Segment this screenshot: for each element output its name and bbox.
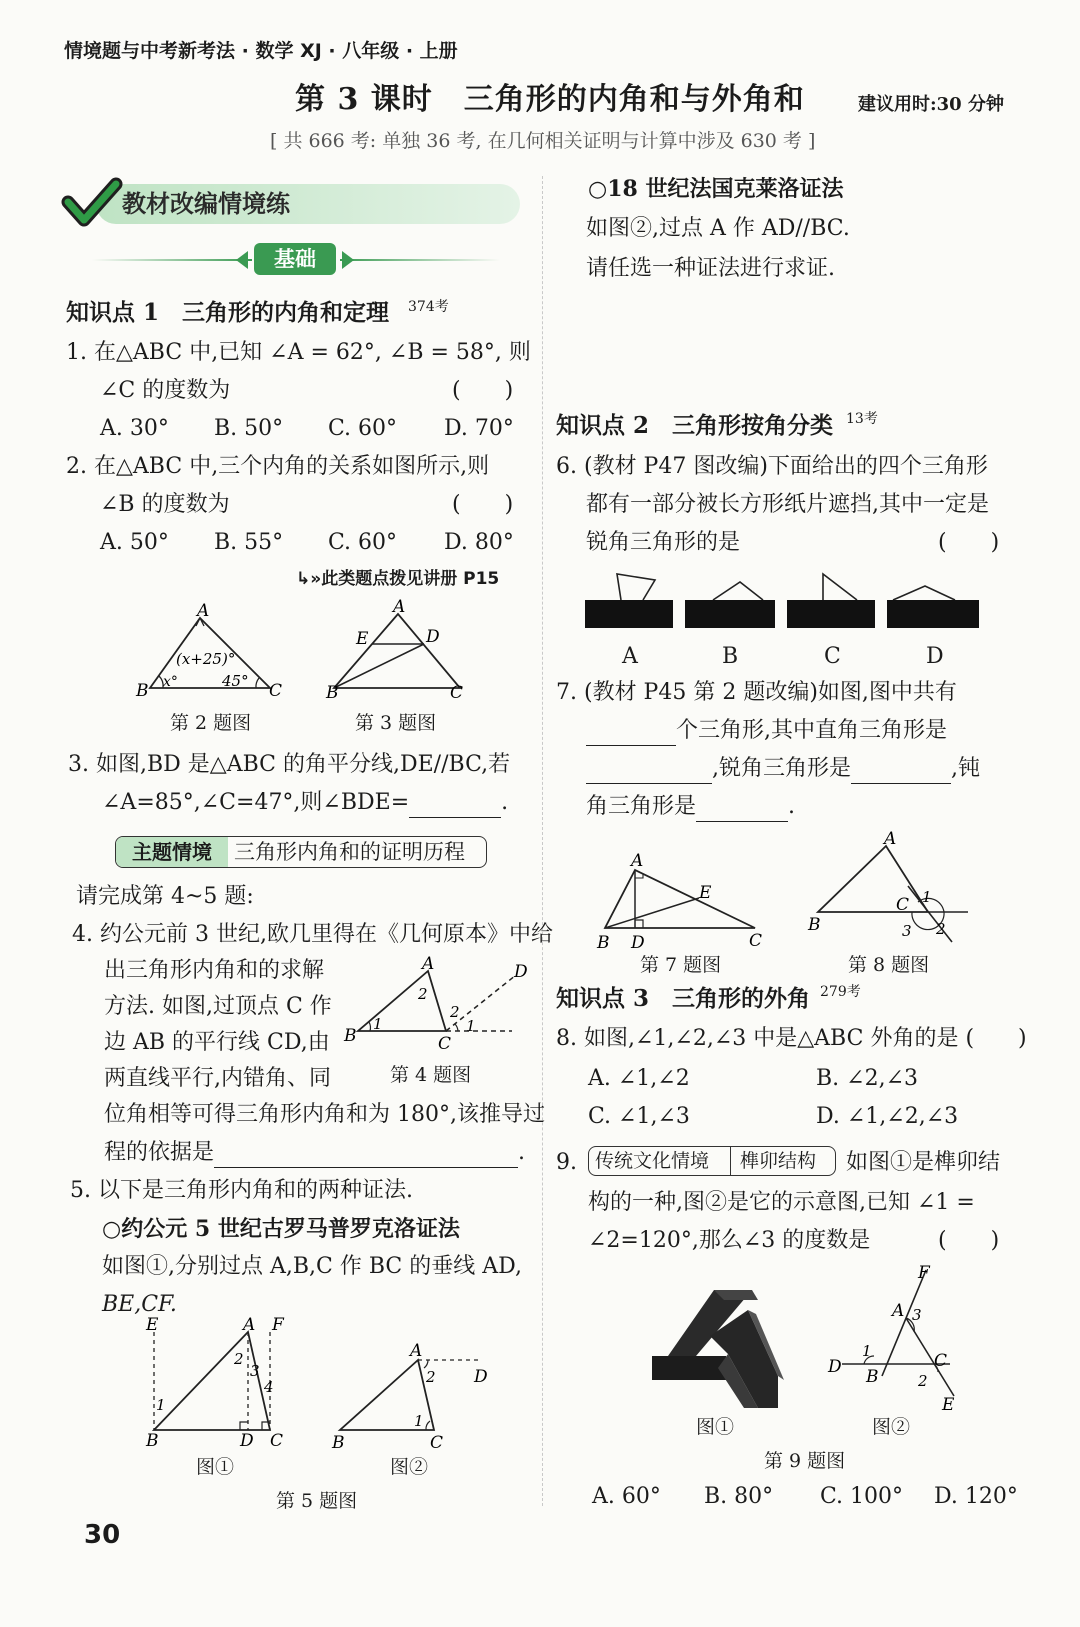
fig9-label-d: D bbox=[828, 1357, 842, 1377]
q9-number: 9. bbox=[556, 1150, 577, 1175]
q8-option-c[interactable]: C. ∠1,∠3 bbox=[588, 1104, 690, 1129]
fig2-angle-c: 45° bbox=[222, 672, 249, 690]
q1-option-c[interactable]: C. 60° bbox=[328, 416, 398, 441]
q4-line-1: 4. 约公元前 3 世纪,欧几里得在《几何原本》中给 bbox=[72, 922, 553, 947]
q9-answer-paren[interactable]: ( ) bbox=[938, 1228, 1000, 1253]
q7-line-2 bbox=[586, 716, 947, 746]
q7-blank-acute[interactable] bbox=[851, 761, 951, 784]
fig9-label-b: B bbox=[866, 1367, 879, 1387]
fig9-angle-2: 2 bbox=[918, 1372, 928, 1390]
fig4-angle-2b: 2 bbox=[450, 1003, 460, 1021]
fig4-caption: 第 4 题图 bbox=[390, 1064, 472, 1086]
level-arrow-right bbox=[342, 251, 354, 269]
q9-tag-divider bbox=[730, 1146, 731, 1176]
fig9-label-e: E bbox=[942, 1395, 955, 1415]
q9-option-a[interactable]: A. 60° bbox=[592, 1484, 661, 1509]
fig9-sub-caption-1: 图① bbox=[696, 1416, 735, 1438]
fig5-angle-2: 2 bbox=[234, 1350, 244, 1368]
q6-line-2: 都有一部分被长方形纸片遮挡,其中一定是 bbox=[586, 492, 989, 517]
fig2-diagram bbox=[130, 600, 290, 705]
q6-line-1: 6. (教材 P47 图改编)下面给出的四个三角形 bbox=[556, 454, 988, 479]
fig9-label-a: A bbox=[892, 1301, 905, 1321]
fig5-label-d: D bbox=[240, 1431, 254, 1451]
fig8-label-c: C bbox=[896, 895, 910, 915]
fig2-label-a: A bbox=[197, 601, 210, 621]
page-number: 30 bbox=[84, 1520, 121, 1550]
fig9-label-c: C bbox=[934, 1351, 948, 1371]
fig5-angle-3: 3 bbox=[250, 1362, 260, 1380]
q9-line-3: ∠2=120°,那么∠3 的度数是 bbox=[588, 1228, 871, 1253]
kp1-count: 374考 bbox=[408, 299, 449, 315]
q2-option-c[interactable]: C. 60° bbox=[328, 530, 398, 555]
fig3-diagram bbox=[320, 597, 480, 705]
q9-tag-mortise: 榫卯结构 bbox=[740, 1150, 817, 1172]
q6-option-b[interactable]: B bbox=[722, 644, 739, 669]
q9-line-2: 构的一种,图②是它的示意图,已知 ∠1 = bbox=[588, 1190, 975, 1215]
q6-option-a[interactable]: A bbox=[622, 644, 638, 669]
q7-blank-right[interactable] bbox=[586, 761, 712, 784]
theme-title: 三角形内角和的证明历程 bbox=[234, 840, 465, 864]
q7-line-4 bbox=[586, 792, 795, 822]
fig7-diagram bbox=[595, 848, 770, 953]
fig8-caption: 第 8 题图 bbox=[848, 954, 930, 976]
fig5b-angle-1: 1 bbox=[414, 1412, 424, 1430]
q7-blank-count[interactable] bbox=[586, 723, 676, 746]
level-rule-left bbox=[92, 259, 252, 261]
q6-option-d[interactable]: D bbox=[926, 644, 944, 669]
fig4-label-b: B bbox=[344, 1026, 357, 1046]
theme-tag: 主题情境 bbox=[116, 837, 228, 867]
q9-line-1: 如图①是榫卯结 bbox=[846, 1150, 1001, 1175]
fig4-label-a: A bbox=[422, 954, 435, 974]
q4-line-7-text: 程的依据是 bbox=[104, 1140, 215, 1165]
q6-line-3: 锐角三角形的是 bbox=[586, 530, 741, 555]
fig9-label-f: F bbox=[918, 1263, 930, 1283]
fig5-angle-1: 1 bbox=[156, 1396, 166, 1414]
proof2-title: ○18 世纪法国克莱洛证法 bbox=[588, 176, 844, 202]
fig9-figure2 bbox=[822, 1264, 972, 1414]
fig4-diagram bbox=[340, 954, 530, 1054]
q1-option-d[interactable]: D. 70° bbox=[444, 416, 514, 441]
q2-option-d[interactable]: D. 80° bbox=[444, 530, 514, 555]
q3-answer-blank[interactable] bbox=[409, 795, 501, 818]
fig4-angle-1: 1 bbox=[373, 1015, 383, 1033]
fig5-figure2 bbox=[330, 1340, 500, 1453]
fig3-label-b: B bbox=[326, 683, 339, 703]
q4-line-4: 边 AB 的平行线 CD,由 bbox=[104, 1030, 330, 1055]
q7-line-2-text: 个三角形,其中直角三角形是 bbox=[676, 718, 947, 743]
q1-stem: 1. 在△ABC 中,已知 ∠A = 62°, ∠B = 58°, 则 bbox=[66, 340, 531, 365]
q5-proof1-line-2: BE,CF. bbox=[102, 1292, 177, 1317]
q2-hint-link[interactable]: ↳»此类题点拨见讲册 P15 bbox=[296, 569, 500, 589]
q4-end: . bbox=[518, 1140, 526, 1165]
kp3-count: 279考 bbox=[820, 984, 861, 1000]
kp2-count: 13考 bbox=[846, 411, 878, 427]
q3-stem-2-text: ∠A=85°,∠C=47°,则∠BDE= bbox=[102, 790, 410, 815]
fig5-sub-caption-2: 图② bbox=[390, 1456, 429, 1478]
fig5b-label-d: D bbox=[474, 1367, 488, 1387]
q9-option-c[interactable]: C. 100° bbox=[820, 1484, 904, 1509]
column-divider bbox=[542, 176, 543, 1506]
fig2-caption: 第 2 题图 bbox=[170, 712, 252, 734]
fig4-label-d: D bbox=[514, 962, 528, 982]
fig8-angle-3: 3 bbox=[902, 922, 912, 940]
q9-option-d[interactable]: D. 120° bbox=[934, 1484, 1018, 1509]
fig8-diagram bbox=[800, 830, 975, 950]
q4-line-3: 方法. 如图,过顶点 C 作 bbox=[104, 994, 332, 1019]
fig5b-label-a: A bbox=[410, 1341, 423, 1361]
lesson-title: 第 3 课时 三角形的内角和与外角和 bbox=[295, 82, 805, 117]
q7-blank-obtuse[interactable] bbox=[696, 799, 788, 822]
proof2-line-2: 请任选一种证法进行求证. bbox=[586, 256, 835, 281]
q9-tag-culture: 传统文化情境 bbox=[595, 1150, 710, 1172]
q7-line-1: 7. (教材 P45 第 2 题改编)如图,图中共有 bbox=[556, 680, 957, 705]
fig5-label-a: A bbox=[243, 1315, 256, 1335]
q4-answer-blank[interactable] bbox=[214, 1145, 518, 1168]
fig7-label-d: D bbox=[631, 933, 645, 953]
fig2-label-c: C bbox=[269, 681, 283, 701]
fig3-label-e: E bbox=[356, 629, 369, 649]
fig5b-label-b: B bbox=[332, 1433, 345, 1453]
q8-option-a[interactable]: A. ∠1,∠2 bbox=[588, 1066, 690, 1091]
fig9-sub-caption-2: 图② bbox=[872, 1416, 911, 1438]
fig5-angle-4: 4 bbox=[264, 1378, 274, 1396]
exam-stats: [ 共 666 考: 单独 36 考, 在几何相关证明与计算中涉及 630 考 ] bbox=[270, 130, 816, 152]
q5-proof1-line-1: 如图①,分别过点 A,B,C 作 BC 的垂线 AD, bbox=[102, 1254, 522, 1279]
fig7-label-a: A bbox=[631, 851, 644, 871]
q9-option-b[interactable]: B. 80° bbox=[704, 1484, 774, 1509]
q5-stem: 5. 以下是三角形内角和的两种证法. bbox=[70, 1178, 413, 1203]
kp2-heading: 知识点 2 三角形按角分类 bbox=[556, 412, 834, 439]
q4-line-7 bbox=[104, 1138, 525, 1168]
fig5-label-c: C bbox=[270, 1431, 284, 1451]
q5-proof1-title: ○约公元 5 世纪古罗马普罗克洛证法 bbox=[102, 1216, 460, 1242]
q2-stem-2: ∠B 的度数为 bbox=[100, 492, 230, 517]
fig8-angle-1: 1 bbox=[922, 888, 932, 906]
q1-stem-2: ∠C 的度数为 bbox=[100, 378, 231, 403]
q6-answer-paren[interactable]: ( ) bbox=[938, 530, 1000, 555]
theme-intro: 请完成第 4~5 题: bbox=[76, 884, 254, 909]
book-title: 情境题与中考新考法 · 数学 XJ · 八年级 · 上册 bbox=[64, 40, 458, 62]
q3-stem-end: . bbox=[501, 790, 509, 815]
fig3-label-d: D bbox=[426, 627, 440, 647]
fig4-label-c: C bbox=[438, 1034, 452, 1054]
fig9-angle-1: 1 bbox=[862, 1342, 872, 1360]
level-rule-right bbox=[340, 259, 500, 261]
fig9-photo-mortise-tenon bbox=[648, 1284, 788, 1414]
fig5-label-f: F bbox=[272, 1315, 284, 1335]
fig7-label-c: C bbox=[749, 931, 763, 951]
fig2-label-b: B bbox=[136, 681, 149, 701]
fig5-caption: 第 5 题图 bbox=[276, 1490, 358, 1512]
q4-line-2: 出三角形内角和的求解 bbox=[104, 958, 325, 983]
q2-answer-paren[interactable]: ( ) bbox=[452, 492, 514, 517]
q4-line-6: 位角相等可得三角形内角和为 180°,该推导过 bbox=[104, 1102, 545, 1127]
proof2-line-1: 如图②,过点 A 作 AD//BC. bbox=[586, 216, 850, 241]
q8-option-b[interactable]: B. ∠2,∠3 bbox=[816, 1066, 919, 1091]
fig8-label-b: B bbox=[808, 915, 821, 935]
kp3-heading: 知识点 3 三角形的外角 bbox=[556, 985, 811, 1012]
fig3-caption: 第 3 题图 bbox=[355, 712, 437, 734]
fig7-caption: 第 7 题图 bbox=[640, 954, 722, 976]
q1-option-b[interactable]: B. 50° bbox=[214, 416, 284, 441]
fig5-figure1 bbox=[140, 1315, 300, 1451]
q7-end: . bbox=[788, 794, 796, 819]
q2-stem: 2. 在△ABC 中,三个内角的关系如图所示,则 bbox=[66, 454, 490, 479]
q8-option-d[interactable]: D. ∠1,∠2,∠3 bbox=[816, 1104, 959, 1129]
q7-line-3b-text: ,钝 bbox=[951, 756, 980, 781]
fig9-angle-3: 3 bbox=[912, 1306, 922, 1324]
fig5b-angle-2: 2 bbox=[426, 1368, 436, 1386]
q1-answer-paren[interactable]: ( ) bbox=[452, 378, 514, 403]
q4-line-5: 两直线平行,内错角、同 bbox=[104, 1066, 331, 1091]
q1-option-a[interactable]: A. 30° bbox=[100, 416, 169, 441]
fig5-sub-caption-1: 图① bbox=[196, 1456, 235, 1478]
fig5b-label-c: C bbox=[430, 1433, 444, 1453]
fig4-angle-2: 2 bbox=[418, 985, 428, 1003]
q3-stem: 3. 如图,BD 是△ABC 的角平分线,DE//BC,若 bbox=[68, 752, 511, 777]
q2-option-a[interactable]: A. 50° bbox=[100, 530, 169, 555]
fig2-angle-b: x° bbox=[163, 674, 178, 690]
q8-stem: 8. 如图,∠1,∠2,∠3 中是△ABC 外角的是 ( ) bbox=[556, 1026, 1027, 1051]
q7-line-3 bbox=[586, 754, 980, 784]
fig7-label-b: B bbox=[597, 933, 610, 953]
fig4-angle-1b: 1 bbox=[466, 1017, 476, 1035]
fig3-label-a: A bbox=[393, 597, 406, 617]
q6-option-c[interactable]: C bbox=[824, 644, 841, 669]
q7-line-4-text: 角三角形是 bbox=[586, 794, 697, 819]
fig8-angle-2: 2 bbox=[936, 920, 946, 938]
fig5-label-e: E bbox=[146, 1315, 159, 1335]
fig3-label-c: C bbox=[450, 683, 464, 703]
q6-figures bbox=[585, 568, 985, 632]
level-arrow-left bbox=[236, 251, 248, 269]
fig9-caption: 第 9 题图 bbox=[764, 1450, 846, 1472]
check-icon bbox=[62, 176, 122, 230]
fig2-angle-a: (x+25)° bbox=[176, 650, 236, 668]
q2-option-b[interactable]: B. 55° bbox=[214, 530, 284, 555]
q7-line-3-text: ,锐角三角形是 bbox=[712, 756, 851, 781]
fig5-label-b: B bbox=[146, 1431, 159, 1451]
fig7-label-e: E bbox=[699, 883, 712, 903]
section-banner-label: 教材改编情境练 bbox=[122, 190, 290, 218]
q3-stem-2 bbox=[102, 788, 508, 818]
fig8-label-a: A bbox=[884, 829, 897, 849]
time-hint: 建议用时:30 分钟 bbox=[858, 94, 1004, 115]
kp1-heading: 知识点 1 三角形的内角和定理 bbox=[66, 299, 390, 326]
level-badge: 基础 bbox=[254, 243, 336, 275]
